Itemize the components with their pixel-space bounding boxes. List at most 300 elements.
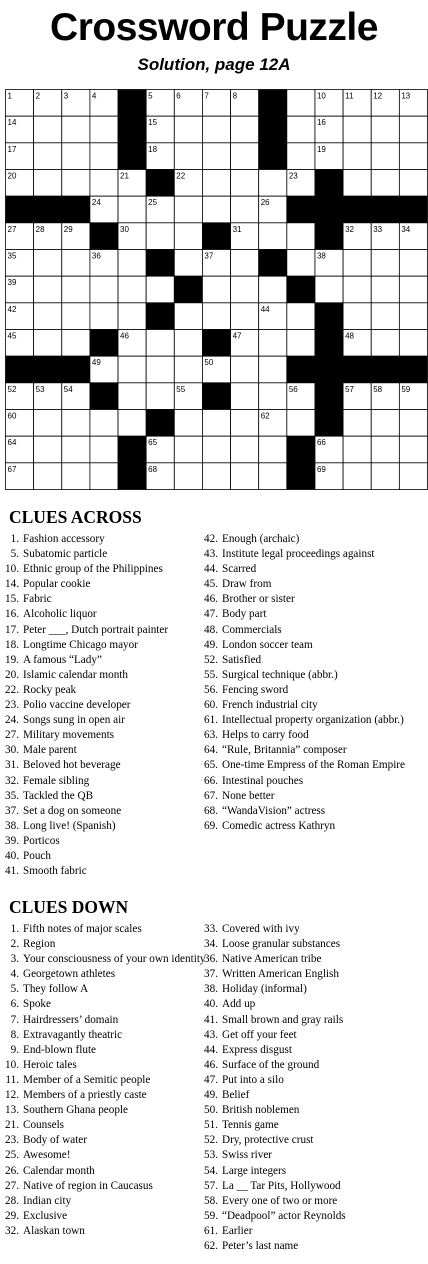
grid-cell[interactable] [399,116,427,143]
grid-cell[interactable] [202,436,230,463]
grid-cell[interactable] [287,330,315,357]
clue-text: Tackled the QB [23,789,94,802]
grid-cell[interactable] [118,250,146,277]
grid-cell[interactable] [90,170,118,197]
black-square [90,223,118,250]
clue-item [4,638,206,653]
grid-cell[interactable] [343,143,371,170]
grid-cell[interactable] [259,223,287,250]
clue-item [203,683,425,698]
clue-text: Peter ___, Dutch portrait painter [23,623,169,636]
clue-number: 50. [204,1104,218,1117]
grid-cell[interactable] [118,196,146,223]
cell-number: 62 [260,411,270,421]
clue-number: 15. [5,593,19,606]
black-square [118,463,146,490]
clue-item [203,1043,425,1058]
grid-cell[interactable] [371,250,399,277]
grid-cell[interactable] [231,356,259,383]
clue-text: French industrial city [222,699,318,712]
grid-cell[interactable] [399,303,427,330]
cell-number: 60 [7,411,17,421]
grid-cell[interactable] [90,276,118,303]
grid-cell[interactable] [399,250,427,277]
grid-cell[interactable] [371,436,399,463]
clue-item [4,698,206,713]
clue-number: 12. [5,1089,19,1102]
black-square [287,436,315,463]
clue-text: Put into a silo [222,1073,284,1086]
clue-text: Fashion accessory [23,533,105,545]
cell-number: 14 [7,118,17,128]
grid-cell[interactable] [174,303,202,330]
clue-item [203,592,425,607]
grid-cell[interactable] [34,410,62,437]
grid-cell[interactable] [231,143,259,170]
clue-number: 19. [5,653,19,666]
grid-cell[interactable] [202,116,230,143]
grid-cell[interactable] [62,276,90,303]
clue-item [203,1013,425,1028]
cell-number: 3 [63,91,69,101]
across-heading: CLUES ACROSS [9,507,142,527]
grid-cell[interactable] [371,116,399,143]
grid-cell[interactable] [34,436,62,463]
cell-number: 32 [345,224,355,234]
grid-cell[interactable] [371,410,399,437]
clue-item [203,922,425,937]
clue-text: One-time Empress of the Roman Empire [222,759,405,772]
black-square [118,116,146,143]
cell-number: 45 [7,331,17,341]
grid-cell[interactable] [343,116,371,143]
grid-cell[interactable] [371,143,399,170]
grid-cell[interactable] [399,276,427,303]
grid-cell[interactable] [231,276,259,303]
clue-number: 27. [5,1179,19,1192]
grid-cell[interactable] [343,170,371,197]
clue-text: Popular cookie [23,578,91,591]
grid-cell[interactable] [62,116,90,143]
cell-number: 57 [345,384,355,394]
clue-number: 7. [10,1013,19,1026]
grid-cell[interactable] [343,410,371,437]
grid-cell[interactable] [62,436,90,463]
grid-cell[interactable] [118,356,146,383]
cell-number: 35 [7,251,17,261]
cell-number: 27 [7,224,17,234]
clue-text: Members of a priestly caste [23,1089,147,1102]
cell-number: 59 [401,384,411,394]
grid-cell[interactable] [34,303,62,330]
cell-number: 24 [91,198,101,208]
clue-number: 33. [204,923,218,935]
clue-item [203,1239,425,1254]
clue-text: Region [23,938,56,951]
grid-cell[interactable] [231,463,259,490]
grid-cell[interactable] [399,410,427,437]
grid-cell[interactable] [202,463,230,490]
grid-cell[interactable] [399,143,427,170]
clue-item [203,623,425,638]
clue-text: Fencing sword [222,683,289,696]
clue-text: Dry, protective crust [222,1134,314,1147]
clue-item [203,562,425,577]
grid-cell[interactable] [343,250,371,277]
clue-item [4,1118,206,1133]
clue-text: A famous “Lady” [23,653,102,666]
grid-cell[interactable] [231,436,259,463]
clue-number: 40. [5,849,19,862]
clue-number: 52. [204,653,218,666]
black-square [90,383,118,410]
grid-cell[interactable] [399,463,427,490]
black-square [259,143,287,170]
clue-text: Spoke [23,998,51,1011]
cell-number: 25 [148,198,158,208]
grid-cell[interactable] [174,436,202,463]
cell-number: 26 [260,198,270,208]
grid-cell[interactable] [259,383,287,410]
black-square [146,170,174,197]
grid-cell[interactable] [287,143,315,170]
grid-cell[interactable] [90,116,118,143]
clue-text: Indian city [23,1194,72,1207]
clue-text: Institute legal proceedings against [222,548,375,561]
cell-number: 46 [120,331,129,341]
grid-cell[interactable] [343,276,371,303]
grid-cell[interactable] [34,276,62,303]
clue-item [203,547,425,562]
clue-text: Native American tribe [222,953,322,966]
grid-cell[interactable] [174,410,202,437]
clue-item [203,1073,425,1088]
clue-number: 28. [5,1194,19,1207]
grid-cell[interactable] [343,436,371,463]
clue-number: 5. [10,548,19,561]
grid-cell[interactable] [90,303,118,330]
crossword-grid[interactable] [5,89,428,490]
grid-cell[interactable] [259,330,287,357]
grid-cell[interactable] [62,410,90,437]
black-square [118,143,146,170]
grid-cell[interactable] [259,170,287,197]
grid-cell[interactable] [146,223,174,250]
clue-item [203,1133,425,1148]
clue-text: Ethnic group of the Philippines [23,563,163,576]
grid-cell[interactable] [146,330,174,357]
clue-item [4,1073,206,1088]
clue-number: 67. [204,789,218,802]
grid-cell[interactable] [90,436,118,463]
clue-number: 57. [204,1179,218,1192]
clue-number: 61. [204,1224,218,1237]
clue-text: Surgical technique (abbr.) [222,668,338,681]
grid-cell[interactable] [174,196,202,223]
clue-number: 9. [10,1043,19,1056]
grid-cell[interactable] [90,143,118,170]
grid-cell[interactable] [202,170,230,197]
grid-cell[interactable] [399,170,427,197]
cell-number: 19 [316,144,326,154]
grid-cell[interactable] [343,463,371,490]
clue-item [203,789,425,804]
clue-text: Awesome! [23,1149,71,1162]
grid-cell[interactable] [399,436,427,463]
clue-number: 38. [204,983,218,996]
clue-text: None better [222,789,275,802]
cell-number: 17 [7,144,17,154]
grid-cell[interactable] [174,463,202,490]
grid-cell[interactable] [231,116,259,143]
grid-cell[interactable] [202,410,230,437]
clue-item [4,713,206,728]
down-clues-right [203,922,425,1254]
black-square [315,330,343,357]
grid-cell[interactable] [202,276,230,303]
clue-number: 30. [5,744,19,757]
grid-cell[interactable] [174,143,202,170]
clue-text: Rocky peak [23,683,77,696]
clue-item [4,1148,206,1163]
clue-number: 55. [204,668,218,681]
clue-item [4,1088,206,1103]
clue-item [203,1164,425,1179]
cell-number: 44 [260,304,270,314]
grid-cell[interactable] [343,303,371,330]
grid-cell[interactable] [287,410,315,437]
grid-cell[interactable] [287,223,315,250]
clue-text: “Deadpool” actor Reynolds [222,1209,346,1222]
grid-cell[interactable] [259,463,287,490]
black-square [315,303,343,330]
clue-number: 44. [204,1043,218,1056]
across-clues-right [203,532,425,834]
cell-number: 20 [7,171,17,181]
grid-cell[interactable] [146,383,174,410]
grid-cell[interactable] [118,383,146,410]
clue-text: Satisfied [222,653,262,666]
grid-cell[interactable] [371,463,399,490]
cell-number: 56 [288,384,298,394]
clue-item [203,1118,425,1133]
grid-cell[interactable] [174,330,202,357]
clue-number: 39. [5,834,19,847]
grid-cell[interactable] [118,303,146,330]
clue-item [4,607,206,622]
grid-cell[interactable] [231,410,259,437]
clue-text: They follow A [23,983,89,996]
clue-item [4,789,206,804]
clue-number: 40. [204,998,218,1011]
clue-item [4,819,206,834]
grid-cell[interactable] [259,436,287,463]
black-square [315,223,343,250]
grid-cell[interactable] [399,330,427,357]
grid-cell[interactable] [371,330,399,357]
cell-number: 37 [204,251,214,261]
clue-number: 54. [204,1164,218,1177]
grid-cell[interactable] [62,303,90,330]
clue-text: Commercials [222,623,282,636]
cell-number: 10 [316,91,326,101]
clue-item [4,1224,206,1239]
cell-number: 6 [176,91,181,101]
cell-number: 63 [316,411,326,421]
grid-cell[interactable] [34,250,62,277]
clue-text: Southern Ghana people [23,1104,129,1117]
clue-number: 26. [5,1164,19,1177]
grid-cell[interactable] [146,356,174,383]
grid-cell[interactable] [231,303,259,330]
grid-cell[interactable] [90,410,118,437]
grid-cell[interactable] [62,170,90,197]
cell-number: 68 [148,464,158,474]
clue-text: Body part [222,608,267,621]
cell-number: 54 [63,384,73,394]
cell-number: 39 [7,278,17,288]
grid-cell[interactable] [90,463,118,490]
grid-cell[interactable] [287,90,315,117]
clue-item [4,1043,206,1058]
black-square [34,356,62,383]
clue-item [4,758,206,773]
clue-number: 23. [5,699,19,712]
clue-text: Intestinal pouches [222,774,304,787]
clue-number: 16. [5,608,19,621]
grid-cell[interactable] [174,223,202,250]
clue-number: 48. [204,623,218,636]
clue-number: 68. [204,804,218,817]
clue-text: Body of water [23,1134,88,1147]
grid-cell[interactable] [259,356,287,383]
clue-text: Belief [222,1089,250,1102]
grid-cell[interactable] [34,116,62,143]
grid-cell[interactable] [287,250,315,277]
grid-cell[interactable] [62,250,90,277]
cell-number: 66 [316,438,326,448]
clue-text: Member of a Semitic people [23,1073,151,1086]
grid-cell[interactable] [231,250,259,277]
clue-text: Small brown and gray rails [222,1013,344,1026]
clue-text: Earlier [222,1224,253,1237]
clue-number: 29. [5,1209,19,1222]
clue-text: Songs sung in open air [23,714,125,727]
clue-item [4,683,206,698]
grid-cell[interactable] [34,330,62,357]
cell-number: 4 [91,91,97,101]
clue-item [203,577,425,592]
black-square [90,330,118,357]
clue-item [203,804,425,819]
clue-text: Scarred [222,563,257,576]
grid-cell[interactable] [231,170,259,197]
grid-cell[interactable] [34,143,62,170]
clue-item [203,698,425,713]
grid-cell[interactable] [315,276,343,303]
grid-cell[interactable] [259,276,287,303]
clue-item [203,1224,425,1239]
grid-cell[interactable] [202,303,230,330]
clue-text: Large integers [222,1164,287,1177]
grid-cell[interactable] [287,116,315,143]
clue-number: 36. [204,953,218,966]
grid-cell[interactable] [231,196,259,223]
grid-cell[interactable] [118,410,146,437]
clue-text: Georgetown athletes [23,968,116,981]
grid-cell[interactable] [34,170,62,197]
grid-cell[interactable] [62,143,90,170]
clue-text: Holiday (informal) [222,983,307,996]
clue-number: 34. [204,938,218,951]
clue-item [4,804,206,819]
clue-number: 47. [204,608,218,621]
clue-number: 14. [5,578,19,591]
grid-cell[interactable] [202,196,230,223]
black-square [315,170,343,197]
grid-cell[interactable] [202,143,230,170]
grid-cell[interactable] [231,383,259,410]
grid-cell[interactable] [62,330,90,357]
clue-text: Fabric [23,593,52,606]
clue-text: Heroic tales [23,1058,77,1071]
clue-text: Hairdressers’ domain [23,1013,119,1026]
clue-number: 56. [204,683,218,696]
grid-cell[interactable] [174,116,202,143]
cell-number: 33 [373,224,383,234]
clue-item [4,743,206,758]
grid-cell[interactable] [118,276,146,303]
clue-item [4,952,206,967]
cell-number: 41 [288,278,298,288]
clue-text: Brother or sister [222,593,295,606]
grid-cell[interactable] [146,276,174,303]
clue-item [4,922,206,937]
black-square [343,356,371,383]
clue-text: “Rule, Britannia” composer [222,744,347,757]
clue-number: 1. [10,923,19,935]
grid-cell[interactable] [287,303,315,330]
clue-item [4,562,206,577]
cell-number: 69 [316,464,326,474]
cell-number: 38 [316,251,326,261]
cell-number: 53 [35,384,45,394]
clue-text: Intellectual property organization (abbr.) [222,714,404,727]
clue-item [4,1103,206,1118]
clue-number: 24. [5,714,19,727]
clue-item [203,758,425,773]
clue-number: 41. [204,1013,218,1026]
clue-number: 61. [204,714,218,727]
clue-item [4,532,206,547]
grid-cell[interactable] [174,250,202,277]
grid-cell[interactable] [371,276,399,303]
grid-cell[interactable] [34,463,62,490]
grid-cell[interactable] [62,463,90,490]
clue-number: 18. [5,638,19,651]
grid-cell[interactable] [371,170,399,197]
cell-number: 15 [148,118,158,128]
cell-number: 42 [7,304,17,314]
clue-item [203,952,425,967]
grid-cell[interactable] [174,356,202,383]
clue-number: 20. [5,668,19,681]
cell-number: 61 [148,411,158,421]
black-square [259,116,287,143]
grid-cell[interactable] [371,303,399,330]
clue-item [4,1209,206,1224]
cell-number: 8 [232,91,238,101]
